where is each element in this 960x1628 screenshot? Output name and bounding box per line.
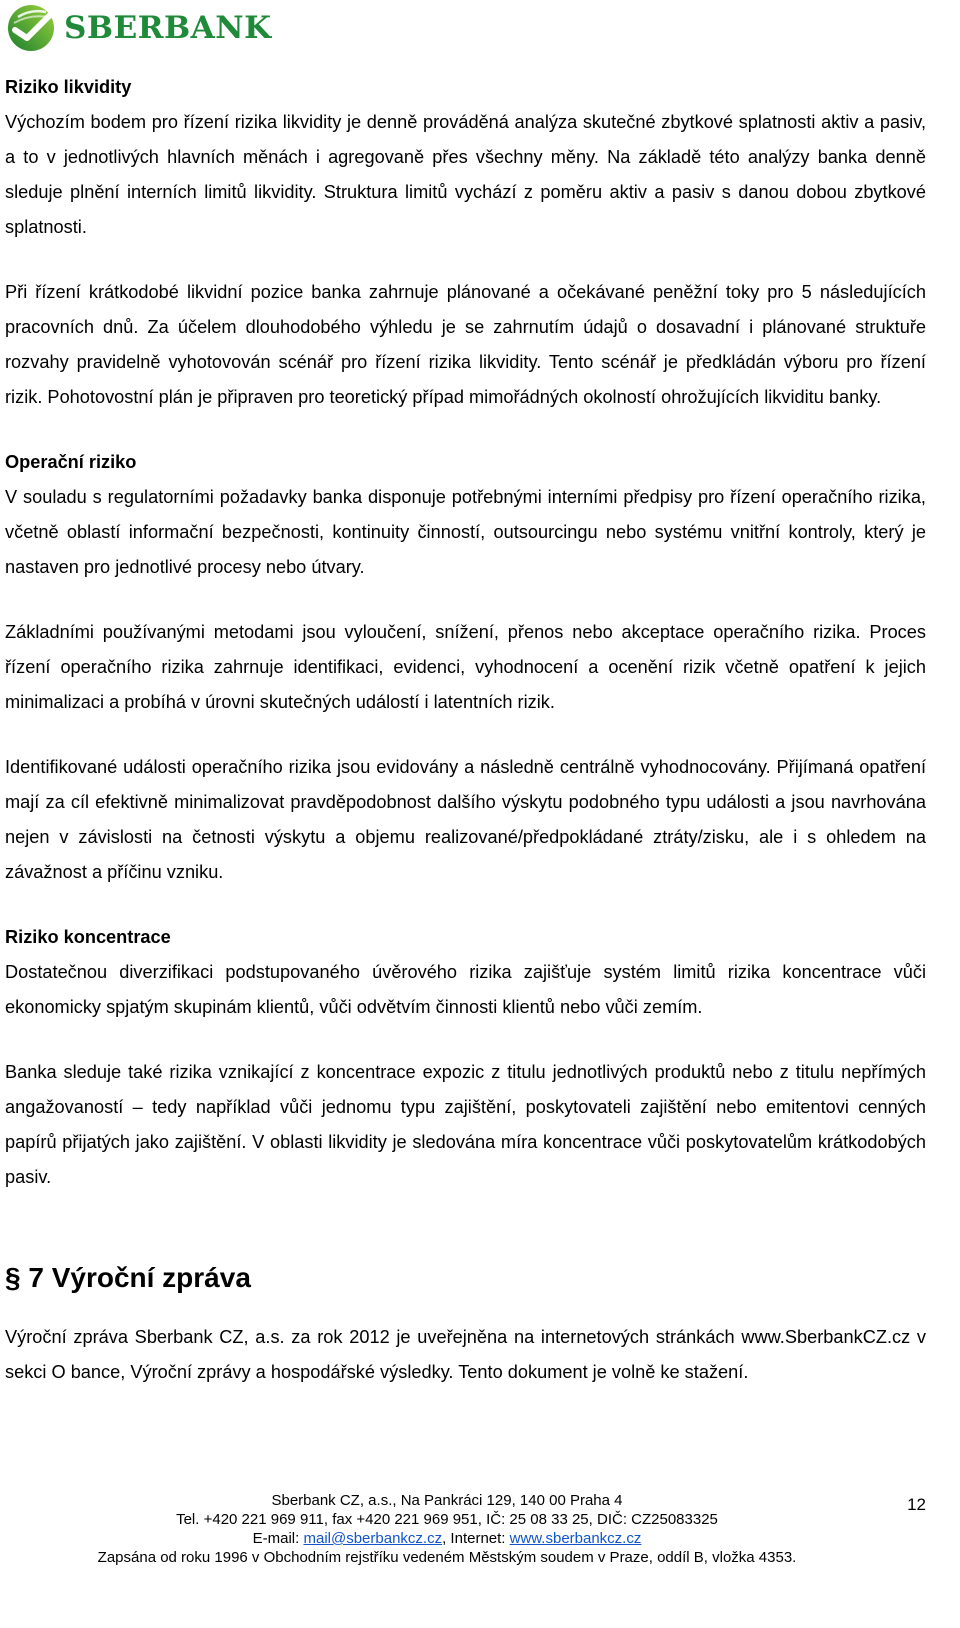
footer-email-label: E-mail: <box>252 1530 304 1547</box>
sberbank-logo-icon <box>6 3 56 53</box>
concentration-paragraph-1: Dostatečnou diverzifikaci podstupovaného úvěrového rizika zajišťuje systém limitů rizika koncentrace vůči ekonomicky spjatým skupinám klientů, vůči odvětvím činnosti klientů nebo vůči zemím. <box>5 962 926 1017</box>
concentration-paragraph-2: Banka sleduje také rizika vznikající z koncentrace expozic z titulu jednotlivých produktů nebo z titulu nepřímých angažovaností – tedy například vůči jednomu typu zajištění, poskytovateli zajištění nebo emitentovi cenných papírů přijatých jako zajištění. V oblasti likvidity je sledována míra koncentrace vůči poskytovatelům krátkodobých pasiv. <box>5 1062 926 1187</box>
liquidity-paragraph-2: Při řízení krátkodobé likvidní pozice banka zahrnuje plánované a očekávané peněžní toky pro 5 následujících pracovních dnů. Za účelem dlouhodobého výhledu je se zahrnutím údajů o dosavadní i plánované struktuře rozvahy pravidelně vyhotovován scénář pro řízení rizika likvidity. Tento scénář je předkládán výboru pro řízení rizik. Pohotovostní plán je připraven pro teoretický případ mimořádných okolností ohrožujících likviditu banky. <box>5 282 926 407</box>
annual-report-paragraph: Výroční zpráva Sberbank CZ, a.s. za rok 2012 je uveřejněna na internetových stránkách www.SberbankCZ.cz v sekci O bance, Výroční zprávy a hospodářské výsledky. Tento dokument je volně ke stažení. <box>5 1327 926 1382</box>
document-body <box>5 70 926 1390</box>
footer-registration: Zapsána od roku 1996 v Obchodním rejstříku vedeném Městským soudem v Praze, oddíl B, vložka 4353. <box>97 1549 797 1566</box>
footer-website-link[interactable]: www.sberbankcz.cz <box>509 1530 642 1547</box>
logo-text: SBERBANK <box>64 10 272 46</box>
section-heading-concentration: Riziko koncentrace <box>5 927 171 947</box>
operational-paragraph-2: Základními používanými metodami jsou vyloučení, snížení, přenos nebo akceptace operačního rizika. Proces řízení operačního rizika zahrnuje identifikaci, evidenci, vyhodnocení a ocenění rizik včetně opatření k jejich minimalizaci a probíhá v úrovni skutečných událostí i latentních rizik. <box>5 622 926 712</box>
operational-paragraph-1: V souladu s regulatorními požadavky banka disponuje potřebnými interními předpisy pro řízení operačního rizika, včetně oblastí informační bezpečnosti, kontinuity činností, outsourcingu nebo systému vnitřní kontroly, který je nastaven pro jednotlivé procesy nebo útvary. <box>5 487 926 577</box>
page-number: 12 <box>907 1495 926 1514</box>
operational-paragraph-3: Identifikované události operačního rizika jsou evidovány a následně centrálně vyhodnocovány. Přijímaná opatření mají za cíl efektivně minimalizovat pravděpodobnost dalšího výskytu podobného typu události a jsou navrhována nejen v závislosti na četnosti výskytu a objemu realizované/předpokládané ztráty/zisku, ale i s ohledem na závažnost a příčinu vzniku. <box>5 757 926 882</box>
sberbank-logo <box>6 2 272 54</box>
footer-email-link[interactable]: mail@sberbankcz.cz <box>303 1530 443 1547</box>
footer-address: Sberbank CZ, a.s., Na Pankráci 129, 140 00 Praha 4 <box>271 1492 623 1509</box>
page-footer <box>0 1491 894 1567</box>
section-heading-operational: Operační riziko <box>5 452 137 472</box>
footer-contacts: Tel. +420 221 969 911, fax +420 221 969 951, IČ: 25 08 33 25, DIČ: CZ25083325 <box>176 1511 718 1528</box>
liquidity-paragraph-1: Výchozím bodem pro řízení rizika likvidity je denně prováděná analýza skutečné zbytkové splatnosti aktiv a pasiv, a to v jednotlivých hlavních měnách i agregovaně přes všechny měny. Na základě této analýzy banka denně sleduje plnění interních limitů likvidity. Struktura limitů vychází z poměru aktiv a pasiv s danou dobou zbytkové splatnosti. <box>5 112 926 237</box>
section-heading-annual-report: § 7 Výroční zpráva <box>5 1262 251 1293</box>
footer-internet-label: , Internet: <box>442 1530 510 1547</box>
section-heading-liquidity: Riziko likvidity <box>5 77 132 97</box>
footer-email-line <box>0 1529 894 1548</box>
